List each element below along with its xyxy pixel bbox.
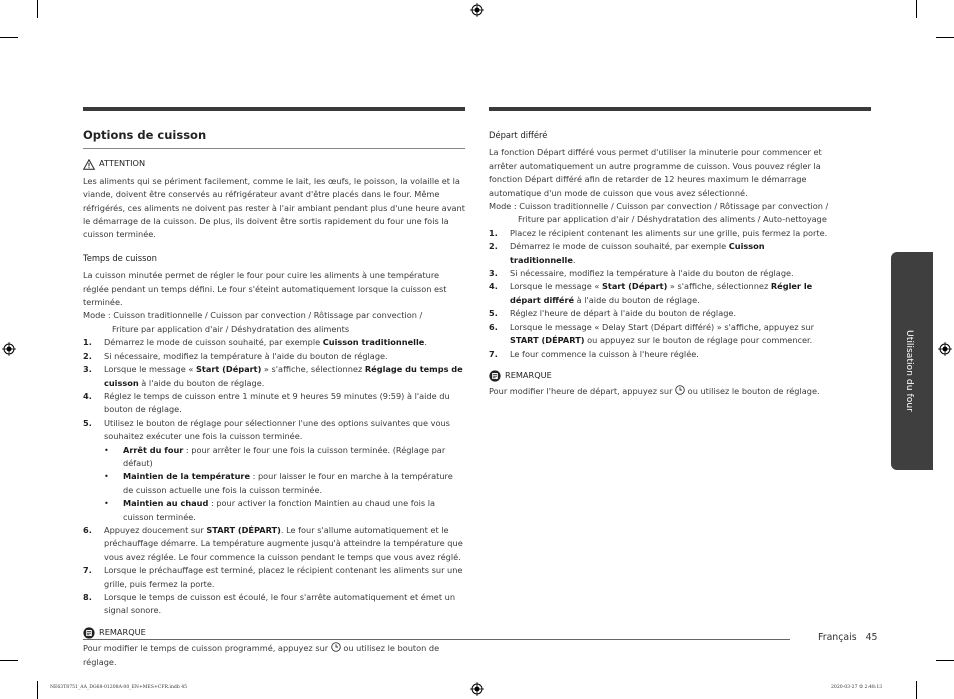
list-item: 2. Démarrez le mode de cuisson souhaité, par exemple Cuisson traditionnelle.	[489, 241, 765, 265]
registration-mark-icon	[938, 342, 952, 356]
registration-mark-icon	[2, 342, 16, 356]
steps-list	[83, 524, 465, 618]
attention-text: Les aliments qui se périment facilement, comme le lait, les œufs, le poisson, la volaille et la viande, doivent être conservés au réfrigérateur avant d'être placés dans le four. Même réfrigérés, ces aliments ne doivent pas rester à l'air ambiant pendant plus d'une heure avant le démarrage de la cuisson. De plus, ils doivent être sortis rapidement du four une fois la cuisson terminée.	[83, 175, 465, 240]
registration-mark-icon	[470, 3, 484, 17]
subsection-title: Départ différé	[489, 130, 548, 140]
list-item: 7. Le four commence la cuisson à l'heure réglée.	[489, 348, 699, 359]
mode-line: Friture par application d'air / Déshydratation des aliments	[112, 323, 350, 334]
list-item: 1. Placez le récipient contenant les aliments sur une grille, puis fermez la porte.	[489, 227, 828, 238]
crop-mark	[916, 0, 917, 18]
note-text: Pour modifier le temps de cuisson programmé, appuyez sur ou utilisez le bouton de réglage.	[83, 643, 440, 667]
list-item: 6. Lorsque le message « Delay Start (Départ différé) » s'affiche, appuyez sur START (DÉPART) ou appuyez sur le bouton de réglage pour commencer.	[489, 321, 814, 346]
list-item: • Arrêt du four : pour arrêter le four une fois la cuisson terminée. (Réglage par défaut)	[104, 444, 446, 468]
mode-line: Friture par application d'air / Déshydratation des aliments / Auto-nettoyage	[518, 214, 827, 225]
list-item: 4. Lorsque le message « Start (Départ) » s'affiche, sélectionnez Régler le départ différé à l'aide du bouton de réglage.	[489, 281, 813, 305]
attention-label: ATTENTION	[99, 158, 146, 169]
page-number: 45	[865, 632, 878, 643]
footer-page	[818, 632, 878, 643]
crop-mark	[37, 0, 38, 18]
header-bar-left	[83, 107, 465, 111]
crop-mark	[37, 681, 38, 699]
crop-mark	[936, 660, 954, 661]
list-item: 5. Utilisez le bouton de réglage pour sélectionner l'une des options suivantes que vous souhaitez exécuter une fois la cuisson terminée.	[83, 417, 450, 442]
list-item: 8. Lorsque le temps de cuisson est écoulé, le four s'arrête automatiquement et émet un signal sonore.	[83, 592, 456, 616]
chapter-tab-label: Utilisation du four	[904, 330, 915, 412]
header-bar-right	[489, 107, 871, 111]
registration-mark-icon	[470, 682, 484, 696]
slug-filename: NE63T8751_AA_DG68-01208A-00_EN+MES+CFR.indb 45	[50, 685, 188, 690]
crop-mark	[0, 37, 18, 38]
note-text: Pour modifier l'heure de départ, appuyez sur ou utilisez le bouton de réglage.	[489, 386, 820, 397]
section-title: Options de cuisson	[83, 128, 207, 142]
subsection-title: Temps de cuisson	[83, 252, 157, 263]
right-column	[489, 129, 829, 399]
crop-mark	[0, 660, 18, 661]
intro-text: La cuisson minutée permet de régler le four pour cuire les aliments à une température réglée pendant un temps défini. Le four s'éteint automatiquement lorsque la cuisson est terminée.	[83, 270, 447, 308]
list-item: 6. Appuyez doucement sur START (DÉPART). Le four s'allume automatiquement et le préchauffage démarre. La température augmente jusqu'à atteindre la température que vous avez réglée. Le four commence la cuisson pendant le temps que vous avez réglé.	[83, 524, 463, 562]
list-item: 2. Si nécessaire, modifiez la température à l'aide du bouton de réglage.	[83, 350, 388, 361]
note-icon	[489, 370, 501, 382]
footer-language: Français	[818, 632, 857, 643]
warning-triangle-icon	[83, 159, 95, 170]
note-heading	[489, 369, 829, 382]
list-item: 3. Si nécessaire, modifiez la température à l'aide du bouton de réglage.	[489, 268, 794, 279]
footer-rule	[83, 639, 871, 640]
list-item: 4. Réglez le temps de cuisson entre 1 minute et 9 heures 59 minutes (9:59) à l'aide du bouton de réglage.	[83, 390, 450, 415]
crop-mark	[936, 37, 954, 38]
options-list	[83, 444, 465, 524]
attention-heading	[83, 157, 465, 170]
clock-icon	[675, 385, 685, 395]
note-label: REMARQUE	[99, 626, 146, 637]
list-item: 3. Lorsque le message « Start (Départ) » s'affiche, sélectionnez Réglage du temps de cuisson à l'aide du bouton de réglage.	[83, 364, 463, 388]
list-item: 1. Démarrez le mode de cuisson souhaité, par exemple Cuisson traditionnelle.	[83, 337, 427, 348]
section-rule	[83, 148, 465, 149]
steps-list	[83, 336, 465, 443]
list-item: 7. Lorsque le préchauffage est terminé, placez le récipient contenant les aliments sur une grille, puis fermez la porte.	[83, 565, 463, 589]
note-icon	[83, 627, 95, 639]
steps-list	[489, 227, 829, 361]
clock-icon	[331, 642, 341, 652]
crop-mark	[916, 681, 917, 699]
intro-text: La fonction Départ différé vous permet d'utiliser la minuterie pour commencer et arrêter automatiquement un autre programme de cuisson. Vous pouvez régler la fonction Départ différé afin de retarder de 12 heures maximum le démarrage automatique d'un mode de cuisson que vous avez sélectionné.	[489, 147, 822, 198]
left-column	[83, 129, 465, 669]
note-label: REMARQUE	[505, 369, 552, 380]
list-item: • Maintien de la température : pour laisser le four en marche à la température de cuisson actuelle une fois la cuisson terminée.	[104, 471, 453, 495]
mode-line: Mode : Cuisson traditionnelle / Cuisson par convection / Rôtissage par convection /	[83, 310, 423, 321]
mode-line: Mode : Cuisson traditionnelle / Cuisson par convection / Rôtissage par convection /	[489, 201, 829, 212]
note-heading	[83, 626, 465, 639]
list-item: 5. Réglez l'heure de départ à l'aide du bouton de réglage.	[489, 308, 737, 319]
list-item: • Maintien au chaud : pour activer la fonction Maintien au chaud une fois la cuisson terminée.	[104, 498, 436, 522]
slug-date: 2020-03-27 ☺ 2:48:13	[831, 685, 883, 690]
